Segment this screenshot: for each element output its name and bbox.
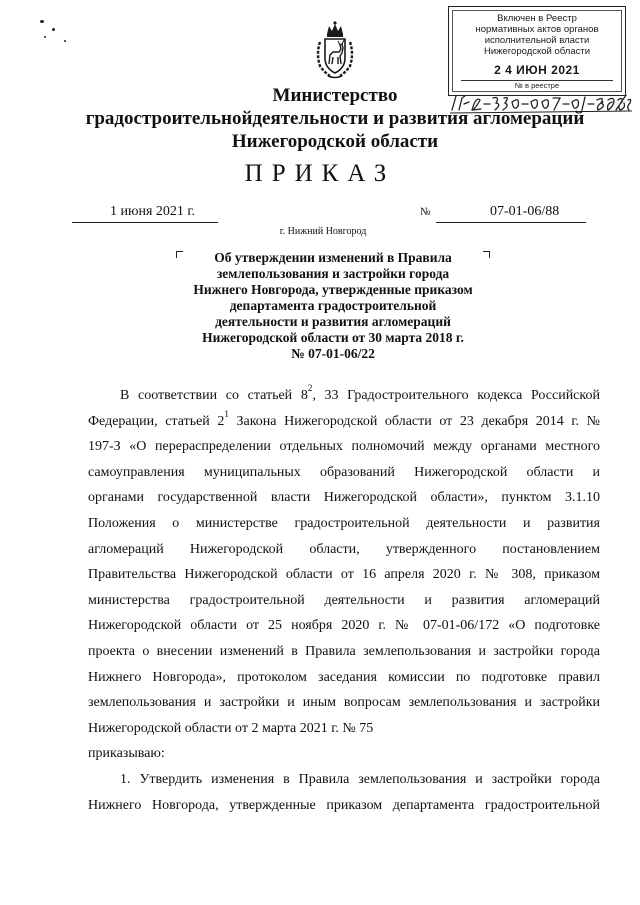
stamp-line-3: исполнительной власти: [484, 35, 590, 46]
number-sign: №: [420, 206, 431, 218]
order-number: 07-01-06/88: [490, 204, 560, 219]
body-line: 197-З «О перераспределении отдельных полномочий между органами местного: [88, 439, 600, 455]
body-line: самоуправления муниципальных образований Нижегородской области и: [88, 464, 600, 480]
ministry-title-line-1: Министерство: [272, 85, 398, 106]
subject-line: деятельности и развития агломераций: [215, 314, 451, 329]
coat-of-arms-icon: [314, 20, 356, 80]
body-line: Нижнего Новгорода, утвержденные приказом департамента градостроительной: [88, 797, 600, 813]
subject-line: землепользования и застройки города: [216, 266, 450, 281]
body-line: 1. Утвердить изменения в Правила землепользования и застройки города: [120, 771, 600, 787]
stamp-line-2: нормативных актов органов: [475, 24, 599, 35]
stamp-date: 2 4 ИЮН 2021: [494, 63, 580, 77]
body-line: землепользования и застройки и иным вопросам землепользования и застройки: [88, 695, 600, 711]
stamp-reg-label: № в реестре: [514, 81, 560, 90]
subject-line: Об утверждении изменений в Правила: [214, 250, 452, 265]
body-line: органами государственной власти Нижегородской области», пунктом 3.1.10: [88, 490, 600, 506]
body-line: агломераций Нижегородской области, утвержденного постановлением: [88, 541, 600, 557]
stamp-line-1: Включен в Реестр: [497, 13, 577, 24]
scan-speck: [44, 36, 46, 38]
superscript: 2: [307, 383, 313, 394]
body-text-fragment: Федерации, статьей 2: [88, 413, 225, 429]
body-line: [88, 409, 600, 435]
order-body: [88, 383, 600, 818]
city-label: г. Нижний Новгород: [279, 226, 367, 237]
body-line: Нижегородской области от 25 ноября 2020 г. № 07-01-06/172 «О подготовке: [88, 618, 600, 634]
body-text-fragment: Закона Нижегородской области от 23 декабря 2014 г. №: [228, 413, 600, 429]
order-subject: [175, 250, 491, 362]
scan-speck: [64, 40, 66, 42]
body-line: Правительства Нижегородской области от 16 апреля 2020 г. № 308, приказом: [88, 567, 600, 583]
stamp-line-4: Нижегородской области: [483, 46, 591, 57]
registry-stamp: [448, 6, 626, 96]
ministry-title-line-3: Нижегородской области: [231, 131, 439, 152]
body-text-fragment: В соответствии со статьей 8: [120, 388, 308, 403]
scan-speck: [40, 20, 44, 23]
order-date: 1 июня 2021 г.: [110, 204, 196, 219]
body-text-fragment: , 33 Градостроительного кодекса Российской: [312, 388, 600, 403]
date-underline: [72, 222, 218, 223]
subject-line: департамента градостроительной: [229, 298, 437, 313]
ministry-title: [60, 84, 610, 153]
body-line: Нижегородской области от 2 марта 2021 г. № 75: [88, 720, 374, 736]
body-line: приказываю:: [88, 746, 165, 762]
superscript: 1: [224, 408, 229, 419]
body-line: проекта о внесении изменений в Правила землепользования и застройки города: [88, 643, 600, 659]
body-line: Положения о министерстве градостроительной деятельности и развития: [88, 515, 600, 531]
number-underline: [436, 222, 586, 223]
scan-speck: [52, 28, 55, 31]
subject-line: Нижегородской области от 30 марта 2018 г.: [202, 330, 464, 345]
document-type-heading: ПРИКАЗ: [244, 160, 396, 187]
ministry-title-line-2: градостроительнойдеятельности и развития агломераций: [85, 108, 585, 129]
body-line: [88, 383, 600, 409]
body-line: министерства градостроительной деятельности и развития агломераций: [88, 592, 600, 608]
body-line: Нижнего Новгорода», протоколом заседания комиссии по подготовке правил: [88, 669, 600, 685]
subject-line: № 07-01-06/22: [291, 346, 375, 361]
subject-line: Нижнего Новгорода, утвержденные приказом: [193, 282, 473, 297]
